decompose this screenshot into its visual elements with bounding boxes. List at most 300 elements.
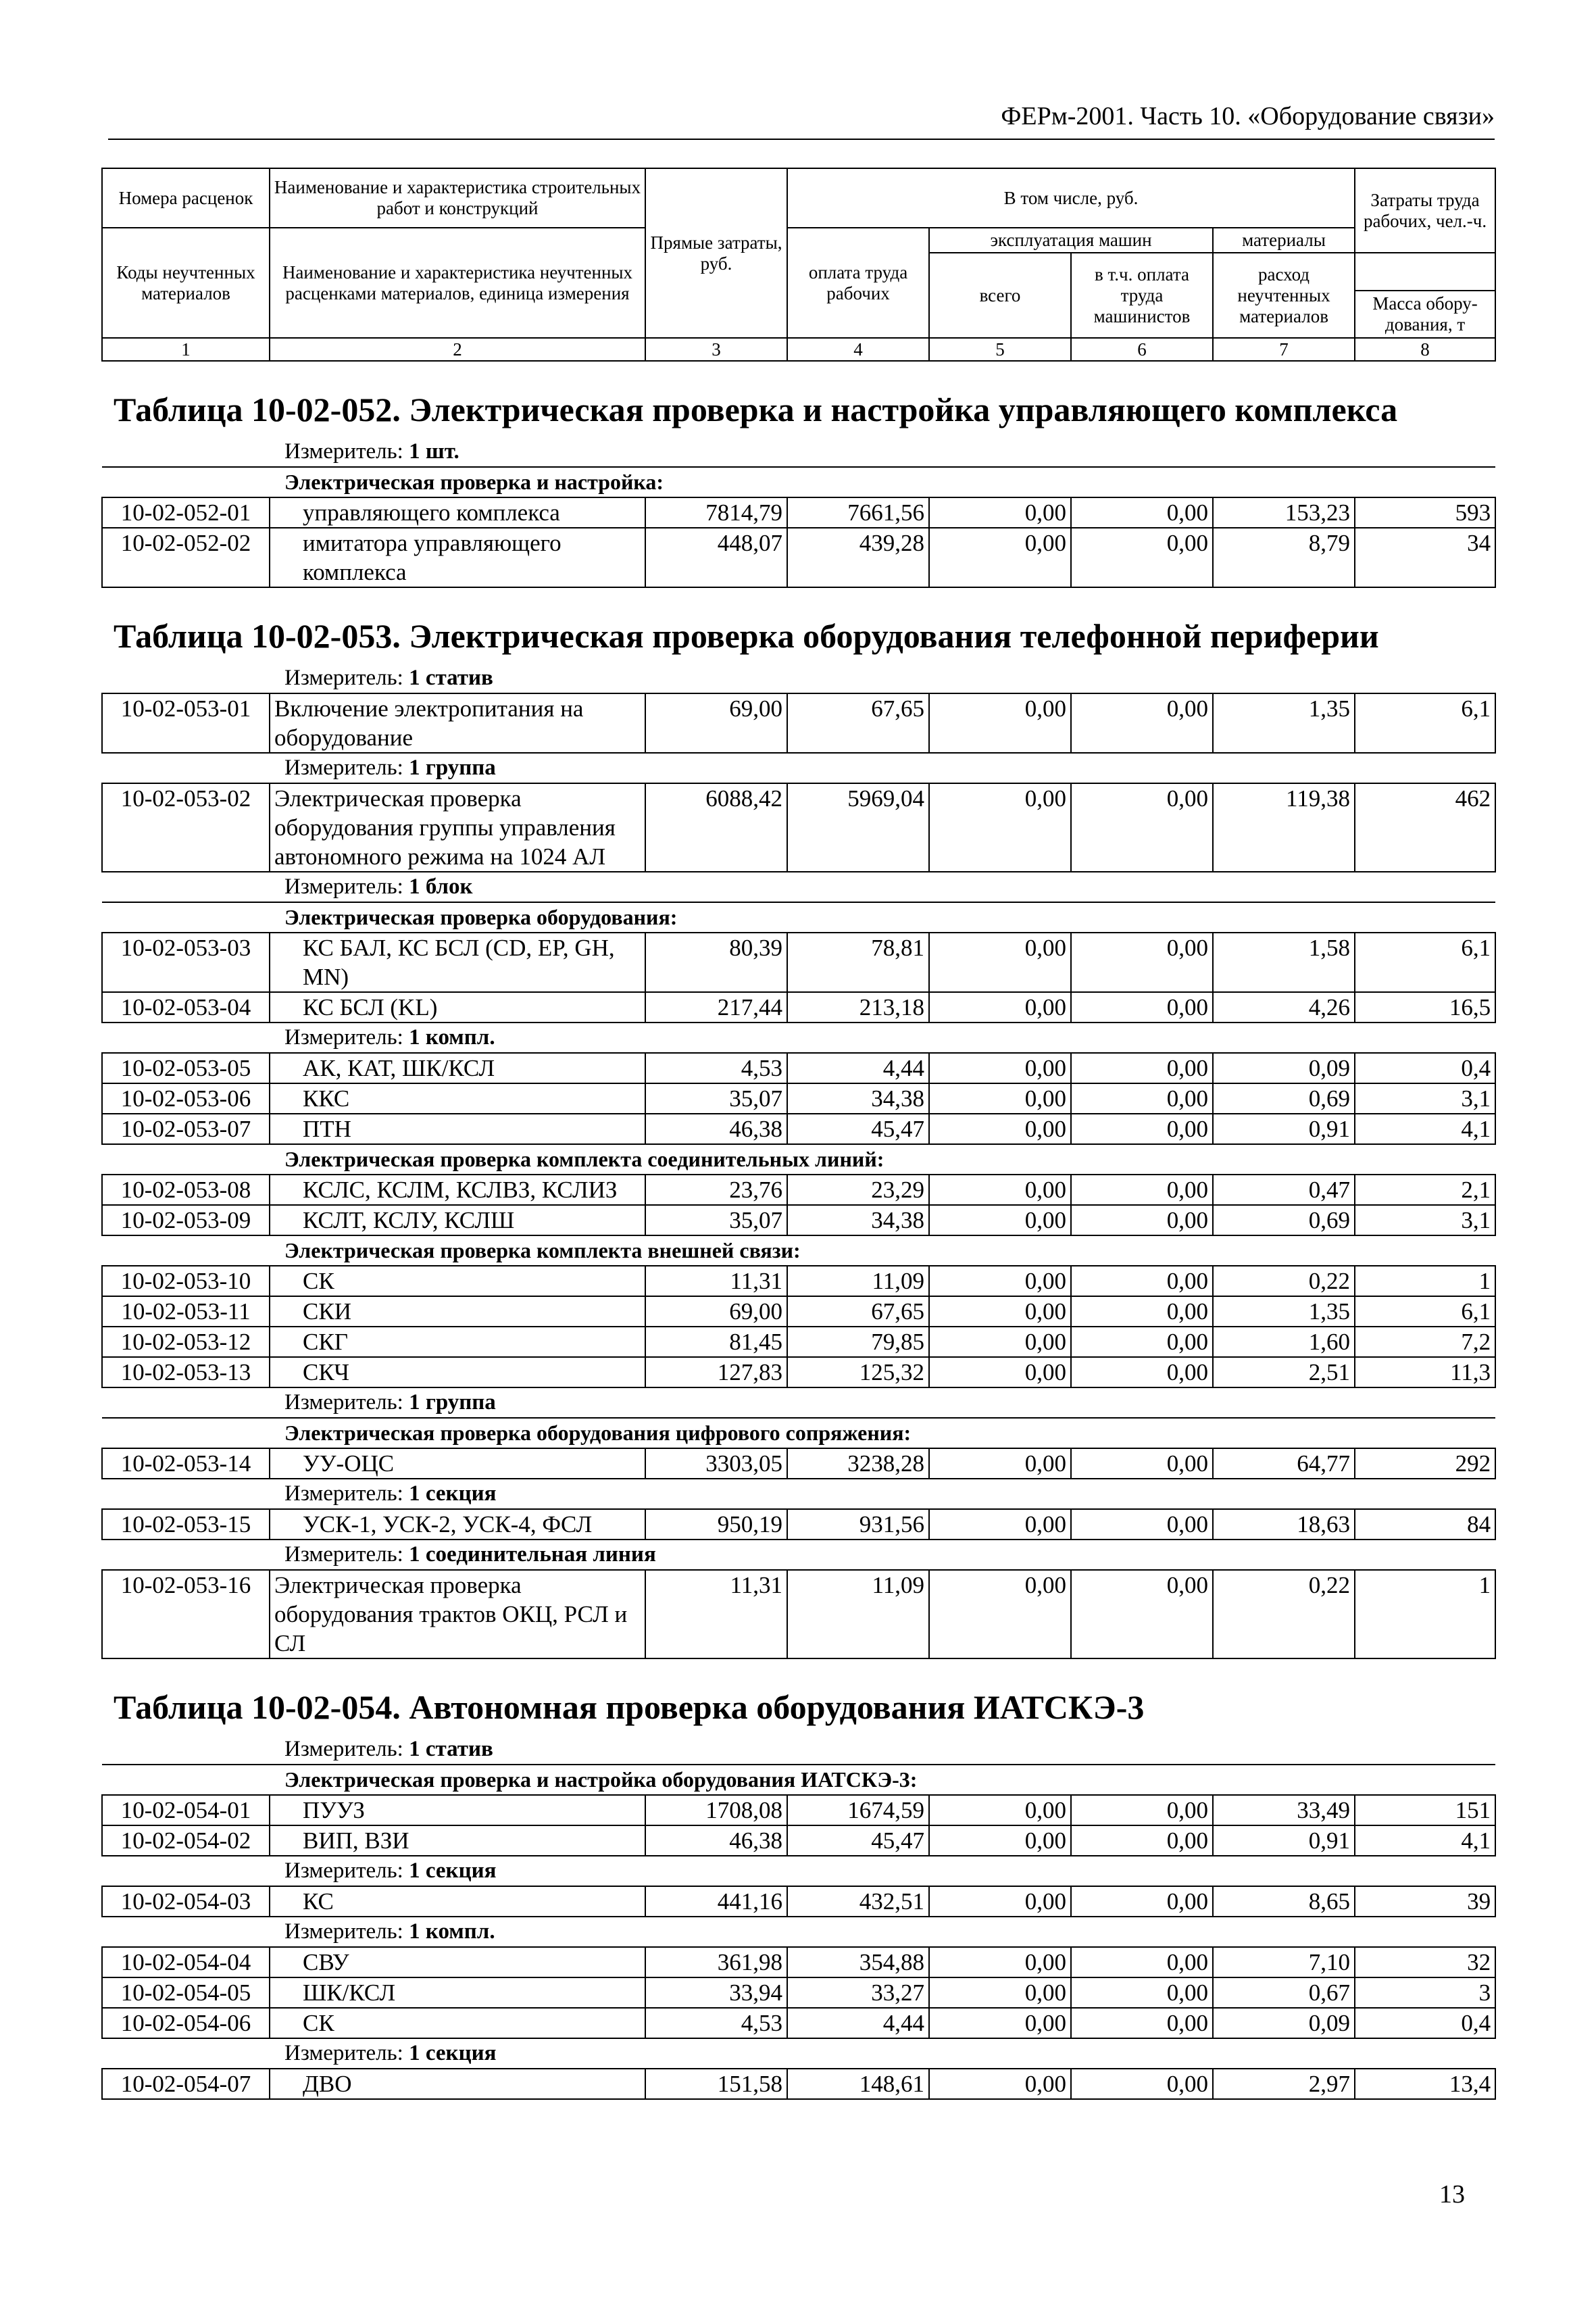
work-name: Включение электропитания на оборудование <box>270 693 645 753</box>
direct-cost-cell: 1708,08 <box>645 1795 787 1825</box>
operator-wages-cell: 0,00 <box>1071 693 1213 753</box>
labor-hours-cell: 18,63 <box>1213 1509 1355 1540</box>
rate-code: 10-02-054-01 <box>102 1795 270 1825</box>
worker-wages-cell: 33,27 <box>787 1977 929 2008</box>
worker-wages-cell: 34,38 <box>787 1205 929 1235</box>
labor-hours-cell: 0,91 <box>1213 1114 1355 1144</box>
machine-total-cell: 0,00 <box>929 1205 1071 1235</box>
unit-row <box>102 753 1495 783</box>
worker-wages-cell: 11,09 <box>787 1570 929 1658</box>
table-row <box>102 2069 1495 2099</box>
direct-cost-cell: 448,07 <box>645 528 787 587</box>
labor-hours-cell: 0,69 <box>1213 1205 1355 1235</box>
labor-hours-cell: 0,22 <box>1213 1570 1355 1658</box>
operator-wages-cell: 0,00 <box>1071 1509 1213 1540</box>
work-name: АК, КАТ, ШК/КСЛ <box>270 1053 645 1083</box>
header-rule <box>108 139 1495 140</box>
direct-cost-cell: 35,07 <box>645 1083 787 1114</box>
operator-wages-cell: 0,00 <box>1071 1825 1213 1856</box>
unit-caption <box>102 1479 1495 1509</box>
rate-code: 10-02-053-03 <box>102 933 270 992</box>
equipment-mass-cell: 16,5 <box>1355 992 1495 1023</box>
worker-wages-cell: 931,56 <box>787 1509 929 1540</box>
labor-hours-cell: 1,60 <box>1213 1327 1355 1357</box>
work-name: управляющего комплекса <box>270 497 645 528</box>
table-title: Таблица 10-02-053. Электрическая проверка оборудования телефонной периферии <box>114 617 1379 655</box>
labor-hours-cell: 2,97 <box>1213 2069 1355 2099</box>
col4-header: оплата труда рабочих <box>787 228 929 338</box>
machine-total-cell: 0,00 <box>929 1357 1071 1387</box>
equipment-mass-cell: 3,1 <box>1355 1083 1495 1114</box>
labor-hours-cell: 0,09 <box>1213 2008 1355 2038</box>
work-name: ДВО <box>270 2069 645 2099</box>
rates-table <box>101 437 1496 588</box>
direct-cost-cell: 11,31 <box>645 1570 787 1658</box>
direct-cost-cell: 3303,05 <box>645 1448 787 1479</box>
operator-wages-cell: 0,00 <box>1071 1327 1213 1357</box>
worker-wages-cell: 4,44 <box>787 1053 929 1083</box>
table-row <box>102 1570 1495 1658</box>
equipment-mass-cell: 3,1 <box>1355 1205 1495 1235</box>
labor-hours-cell: 1,35 <box>1213 1296 1355 1327</box>
unit-caption <box>102 1917 1495 1947</box>
table-row <box>102 1357 1495 1387</box>
unit-value: 1 группа <box>409 756 496 780</box>
worker-wages-cell: 78,81 <box>787 933 929 992</box>
col1-top-header: Номера расценок <box>102 168 270 228</box>
direct-cost-cell: 46,38 <box>645 1825 787 1856</box>
section-row <box>102 1765 1495 1795</box>
section-caption: Электрическая проверка и настройка оборудования ИАТСКЭ-3: <box>102 1765 1495 1795</box>
section-row <box>102 1418 1495 1448</box>
worker-wages-cell: 213,18 <box>787 992 929 1023</box>
col8-bottom-header: Масса обору-дования, т <box>1355 291 1495 338</box>
unit-label: Измеритель: <box>284 1737 403 1761</box>
worker-wages-cell: 1674,59 <box>787 1795 929 1825</box>
direct-cost-cell: 6088,42 <box>645 783 787 872</box>
table-row <box>102 1795 1495 1825</box>
machine-total-cell: 0,00 <box>929 1448 1071 1479</box>
running-header: ФЕРм-2001. Часть 10. «Оборудование связи» <box>1001 102 1495 130</box>
rate-code: 10-02-053-06 <box>102 1083 270 1114</box>
equipment-mass-cell: 39 <box>1355 1886 1495 1917</box>
unit-caption <box>102 437 1495 467</box>
machine-total-cell: 0,00 <box>929 693 1071 753</box>
direct-cost-cell: 69,00 <box>645 1296 787 1327</box>
unit-row <box>102 1479 1495 1509</box>
machine-total-cell: 0,00 <box>929 2069 1071 2099</box>
operator-wages-cell: 0,00 <box>1071 1175 1213 1205</box>
unit-caption <box>102 1735 1495 1765</box>
worker-wages-cell: 45,47 <box>787 1114 929 1144</box>
table-title: Таблица 10-02-052. Электрическая проверка и настройка управляющего комплекса <box>114 391 1398 428</box>
direct-cost-cell: 361,98 <box>645 1947 787 1977</box>
work-name: СКЧ <box>270 1357 645 1387</box>
table-title: Таблица 10-02-054. Автономная проверка оборудования ИАТСКЭ-3 <box>114 1688 1145 1726</box>
work-name: УСК-1, УСК-2, УСК-4, ФСЛ <box>270 1509 645 1540</box>
operator-wages-cell: 0,00 <box>1071 1977 1213 2008</box>
unit-row <box>102 1540 1495 1570</box>
unit-label: Измеритель: <box>284 666 403 690</box>
unit-caption <box>102 1387 1495 1418</box>
unit-caption <box>102 1540 1495 1570</box>
equipment-mass-cell: 34 <box>1355 528 1495 587</box>
machines-header: эксплуатация машин <box>929 228 1213 253</box>
equipment-mass-cell: 6,1 <box>1355 1296 1495 1327</box>
unit-value: 1 группа <box>409 1390 496 1414</box>
operator-wages-cell: 0,00 <box>1071 497 1213 528</box>
rate-code: 10-02-054-03 <box>102 1886 270 1917</box>
table-row <box>102 1977 1495 2008</box>
page-number: 13 <box>1439 2180 1465 2209</box>
operator-wages-cell: 0,00 <box>1071 1053 1213 1083</box>
direct-cost-cell: 81,45 <box>645 1327 787 1357</box>
unit-label: Измеритель: <box>284 1481 403 1506</box>
operator-wages-cell: 0,00 <box>1071 1886 1213 1917</box>
equipment-mass-cell: 6,1 <box>1355 933 1495 992</box>
direct-cost-cell: 35,07 <box>645 1205 787 1235</box>
unit-caption <box>102 872 1495 902</box>
labor-hours-cell: 64,77 <box>1213 1448 1355 1479</box>
unit-value: 1 шт. <box>409 439 459 464</box>
operator-wages-cell: 0,00 <box>1071 1448 1213 1479</box>
table-row <box>102 933 1495 992</box>
table-row <box>102 1947 1495 1977</box>
work-name: КСЛС, КСЛМ, КСЛВЗ, КСЛИЗ <box>270 1175 645 1205</box>
column-number: 2 <box>270 338 645 361</box>
col8-top-header: Затраты труда рабочих, чел.-ч. <box>1355 168 1495 253</box>
labor-hours-cell: 1,35 <box>1213 693 1355 753</box>
rate-code: 10-02-053-15 <box>102 1509 270 1540</box>
unit-label: Измеритель: <box>284 2041 403 2065</box>
direct-cost-cell: 151,58 <box>645 2069 787 2099</box>
unit-value: 1 секция <box>409 1481 497 1506</box>
work-name: ШК/КСЛ <box>270 1977 645 2008</box>
direct-cost-cell: 127,83 <box>645 1357 787 1387</box>
equipment-mass-cell: 13,4 <box>1355 2069 1495 2099</box>
col2-bottom-header: Наименование и характеристика неучтенных расценками материалов, единица измерения <box>270 228 645 338</box>
unit-label: Измеритель: <box>284 756 403 780</box>
section-caption: Электрическая проверка оборудования: <box>102 902 1495 933</box>
unit-row <box>102 1856 1495 1886</box>
machine-total-cell: 0,00 <box>929 2008 1071 2038</box>
equipment-mass-cell: 1 <box>1355 1570 1495 1658</box>
unit-caption <box>102 2038 1495 2069</box>
operator-wages-cell: 0,00 <box>1071 1570 1213 1658</box>
work-name: УУ-ОЦС <box>270 1448 645 1479</box>
column-number: 5 <box>929 338 1071 361</box>
direct-cost-cell: 7814,79 <box>645 497 787 528</box>
col1-bottom-header: Коды неучтенных материалов <box>102 228 270 338</box>
worker-wages-cell: 34,38 <box>787 1083 929 1114</box>
operator-wages-cell: 0,00 <box>1071 2008 1213 2038</box>
rate-code: 10-02-053-07 <box>102 1114 270 1144</box>
table-row <box>102 1448 1495 1479</box>
unit-label: Измеритель: <box>284 439 403 464</box>
work-name: ККС <box>270 1083 645 1114</box>
unit-row <box>102 1735 1495 1765</box>
machine-total-cell: 0,00 <box>929 1175 1071 1205</box>
work-name: КС БАЛ, КС БСЛ (CD, EP, GH, MN) <box>270 933 645 992</box>
machine-total-cell: 0,00 <box>929 1570 1071 1658</box>
labor-hours-cell: 153,23 <box>1213 497 1355 528</box>
direct-cost-cell: 46,38 <box>645 1114 787 1144</box>
worker-wages-cell: 7661,56 <box>787 497 929 528</box>
unit-value: 1 секция <box>409 2041 497 2065</box>
labor-hours-cell: 8,65 <box>1213 1886 1355 1917</box>
worker-wages-cell: 148,61 <box>787 2069 929 2099</box>
direct-cost-cell: 4,53 <box>645 1053 787 1083</box>
direct-cost-cell: 4,53 <box>645 2008 787 2038</box>
table-row <box>102 1327 1495 1357</box>
table-row <box>102 1053 1495 1083</box>
table-row <box>102 1509 1495 1540</box>
col6-header: в т.ч. оплата труда машинистов <box>1071 253 1213 338</box>
table-row <box>102 497 1495 528</box>
direct-cost-cell: 11,31 <box>645 1266 787 1296</box>
work-name: СК <box>270 2008 645 2038</box>
section-caption: Электрическая проверка и настройка: <box>102 467 1495 497</box>
labor-hours-cell: 33,49 <box>1213 1795 1355 1825</box>
operator-wages-cell: 0,00 <box>1071 1795 1213 1825</box>
table-row <box>102 2008 1495 2038</box>
labor-hours-cell: 0,91 <box>1213 1825 1355 1856</box>
equipment-mass-cell: 3 <box>1355 1977 1495 2008</box>
direct-cost-cell: 217,44 <box>645 992 787 1023</box>
direct-cost-cell: 23,76 <box>645 1175 787 1205</box>
labor-hours-cell: 0,47 <box>1213 1175 1355 1205</box>
unit-caption <box>102 664 1495 693</box>
work-name: имитатора управляющего комплекса <box>270 528 645 587</box>
unit-value: 1 секция <box>409 1858 497 1883</box>
machine-total-cell: 0,00 <box>929 1296 1071 1327</box>
section-row <box>102 1235 1495 1266</box>
table-row <box>102 1886 1495 1917</box>
labor-hours-cell: 0,09 <box>1213 1053 1355 1083</box>
column-number: 1 <box>102 338 270 361</box>
unit-caption <box>102 1856 1495 1886</box>
operator-wages-cell: 0,00 <box>1071 933 1213 992</box>
section-caption: Электрическая проверка комплекта внешней связи: <box>102 1235 1495 1266</box>
machine-total-cell: 0,00 <box>929 528 1071 587</box>
rate-code: 10-02-053-14 <box>102 1448 270 1479</box>
table-row <box>102 528 1495 587</box>
operator-wages-cell: 0,00 <box>1071 1296 1213 1327</box>
equipment-mass-cell: 6,1 <box>1355 693 1495 753</box>
work-name: ВИП, ВЗИ <box>270 1825 645 1856</box>
worker-wages-cell: 5969,04 <box>787 783 929 872</box>
rate-code: 10-02-054-07 <box>102 2069 270 2099</box>
worker-wages-cell: 354,88 <box>787 1947 929 1977</box>
unit-label: Измеритель: <box>284 1542 403 1567</box>
equipment-mass-cell: 462 <box>1355 783 1495 872</box>
unit-value: 1 статив <box>409 666 493 690</box>
labor-hours-cell: 8,79 <box>1213 528 1355 587</box>
table-row <box>102 1266 1495 1296</box>
section-row <box>102 1144 1495 1175</box>
rate-code: 10-02-053-13 <box>102 1357 270 1387</box>
unit-row <box>102 437 1495 467</box>
unit-label: Измеритель: <box>284 875 403 899</box>
machine-total-cell: 0,00 <box>929 1114 1071 1144</box>
machine-total-cell: 0,00 <box>929 933 1071 992</box>
work-name: СКГ <box>270 1327 645 1357</box>
machine-total-cell: 0,00 <box>929 1053 1071 1083</box>
rate-code: 10-02-052-01 <box>102 497 270 528</box>
machine-total-cell: 0,00 <box>929 1795 1071 1825</box>
rate-code: 10-02-054-04 <box>102 1947 270 1977</box>
work-name: ПУУЗ <box>270 1795 645 1825</box>
rate-code: 10-02-053-16 <box>102 1570 270 1658</box>
unit-row <box>102 1387 1495 1418</box>
table-row <box>102 1114 1495 1144</box>
rate-code: 10-02-053-10 <box>102 1266 270 1296</box>
labor-hours-cell: 119,38 <box>1213 783 1355 872</box>
work-name: СК <box>270 1266 645 1296</box>
operator-wages-cell: 0,00 <box>1071 1266 1213 1296</box>
labor-hours-cell: 7,10 <box>1213 1947 1355 1977</box>
rate-code: 10-02-053-12 <box>102 1327 270 1357</box>
table-row <box>102 1296 1495 1327</box>
rates-table <box>101 1735 1496 2100</box>
rate-code: 10-02-054-06 <box>102 2008 270 2038</box>
equipment-mass-cell: 2,1 <box>1355 1175 1495 1205</box>
equipment-mass-cell: 4,1 <box>1355 1825 1495 1856</box>
operator-wages-cell: 0,00 <box>1071 1114 1213 1144</box>
equipment-mass-cell: 84 <box>1355 1509 1495 1540</box>
equipment-mass-cell: 151 <box>1355 1795 1495 1825</box>
worker-wages-cell: 67,65 <box>787 1296 929 1327</box>
equipment-mass-cell: 593 <box>1355 497 1495 528</box>
worker-wages-cell: 79,85 <box>787 1327 929 1357</box>
section-caption: Электрическая проверка оборудования цифрового сопряжения: <box>102 1418 1495 1448</box>
labor-hours-cell: 2,51 <box>1213 1357 1355 1387</box>
machine-total-cell: 0,00 <box>929 1083 1071 1114</box>
equipment-mass-cell: 0,4 <box>1355 2008 1495 2038</box>
operator-wages-cell: 0,00 <box>1071 528 1213 587</box>
work-name: СКИ <box>270 1296 645 1327</box>
worker-wages-cell: 11,09 <box>787 1266 929 1296</box>
col8-spacer <box>1355 253 1495 291</box>
col5-header: всего <box>929 253 1071 338</box>
work-name: СВУ <box>270 1947 645 1977</box>
operator-wages-cell: 0,00 <box>1071 1083 1213 1114</box>
work-name: Электрическая проверка оборудования трактов ОКЦ, РСЛ и СЛ <box>270 1570 645 1658</box>
worker-wages-cell: 67,65 <box>787 693 929 753</box>
labor-hours-cell: 1,58 <box>1213 933 1355 992</box>
equipment-mass-cell: 32 <box>1355 1947 1495 1977</box>
column-number: 8 <box>1355 338 1495 361</box>
rate-code: 10-02-054-05 <box>102 1977 270 2008</box>
worker-wages-cell: 3238,28 <box>787 1448 929 1479</box>
unit-caption <box>102 753 1495 783</box>
rates-table <box>101 664 1496 1659</box>
work-name: ПТН <box>270 1114 645 1144</box>
machine-total-cell: 0,00 <box>929 497 1071 528</box>
unit-value: 1 компл. <box>409 1919 495 1944</box>
table-row <box>102 1175 1495 1205</box>
rate-code: 10-02-053-04 <box>102 992 270 1023</box>
section-caption: Электрическая проверка комплекта соединительных линий: <box>102 1144 1495 1175</box>
unit-value: 1 соединительная линия <box>409 1542 656 1567</box>
machine-total-cell: 0,00 <box>929 1509 1071 1540</box>
rate-code: 10-02-053-01 <box>102 693 270 753</box>
unit-value: 1 компл. <box>409 1025 495 1050</box>
work-name: КСЛТ, КСЛУ, КСЛШ <box>270 1205 645 1235</box>
col7-header: расход неучтенных материалов <box>1213 253 1355 338</box>
machine-total-cell: 0,00 <box>929 992 1071 1023</box>
section-row <box>102 467 1495 497</box>
work-name: КС <box>270 1886 645 1917</box>
unit-value: 1 блок <box>409 875 473 899</box>
table-row <box>102 1083 1495 1114</box>
unit-row <box>102 872 1495 902</box>
operator-wages-cell: 0,00 <box>1071 783 1213 872</box>
worker-wages-cell: 45,47 <box>787 1825 929 1856</box>
operator-wages-cell: 0,00 <box>1071 1947 1213 1977</box>
operator-wages-cell: 0,00 <box>1071 2069 1213 2099</box>
table-row <box>102 1205 1495 1235</box>
machine-total-cell: 0,00 <box>929 1327 1071 1357</box>
equipment-mass-cell: 4,1 <box>1355 1114 1495 1144</box>
unit-row <box>102 664 1495 693</box>
worker-wages-cell: 23,29 <box>787 1175 929 1205</box>
worker-wages-cell: 439,28 <box>787 528 929 587</box>
rate-code: 10-02-054-02 <box>102 1825 270 1856</box>
worker-wages-cell: 4,44 <box>787 2008 929 2038</box>
operator-wages-cell: 0,00 <box>1071 1357 1213 1387</box>
column-header-table <box>101 168 1496 362</box>
labor-hours-cell: 0,67 <box>1213 1977 1355 2008</box>
table-row <box>102 783 1495 872</box>
unit-value: 1 статив <box>409 1737 493 1761</box>
section-row <box>102 902 1495 933</box>
rate-code: 10-02-053-09 <box>102 1205 270 1235</box>
machine-total-cell: 0,00 <box>929 783 1071 872</box>
operator-wages-cell: 0,00 <box>1071 1205 1213 1235</box>
unit-row <box>102 1023 1495 1053</box>
machine-total-cell: 0,00 <box>929 1825 1071 1856</box>
direct-cost-cell: 441,16 <box>645 1886 787 1917</box>
equipment-mass-cell: 7,2 <box>1355 1327 1495 1357</box>
content <box>101 168 1495 2100</box>
labor-hours-cell: 0,69 <box>1213 1083 1355 1114</box>
machine-total-cell: 0,00 <box>929 1977 1071 2008</box>
rate-code: 10-02-053-02 <box>102 783 270 872</box>
worker-wages-cell: 432,51 <box>787 1886 929 1917</box>
unit-row <box>102 1917 1495 1947</box>
table-row <box>102 693 1495 753</box>
unit-caption <box>102 1023 1495 1053</box>
machine-total-cell: 0,00 <box>929 1947 1071 1977</box>
direct-cost-cell: 950,19 <box>645 1509 787 1540</box>
equipment-mass-cell: 292 <box>1355 1448 1495 1479</box>
table-row <box>102 992 1495 1023</box>
unit-label: Измеритель: <box>284 1919 403 1944</box>
machine-total-cell: 0,00 <box>929 1886 1071 1917</box>
unit-label: Измеритель: <box>284 1025 403 1050</box>
rate-code: 10-02-053-08 <box>102 1175 270 1205</box>
equipment-mass-cell: 0,4 <box>1355 1053 1495 1083</box>
direct-cost-cell: 80,39 <box>645 933 787 992</box>
equipment-mass-cell: 11,3 <box>1355 1357 1495 1387</box>
tables-host <box>101 362 1495 2100</box>
col3-header: Прямые затраты, руб. <box>645 168 787 338</box>
unit-label: Измеритель: <box>284 1858 403 1883</box>
worker-wages-cell: 125,32 <box>787 1357 929 1387</box>
work-name: КС БСЛ (KL) <box>270 992 645 1023</box>
column-number: 6 <box>1071 338 1213 361</box>
